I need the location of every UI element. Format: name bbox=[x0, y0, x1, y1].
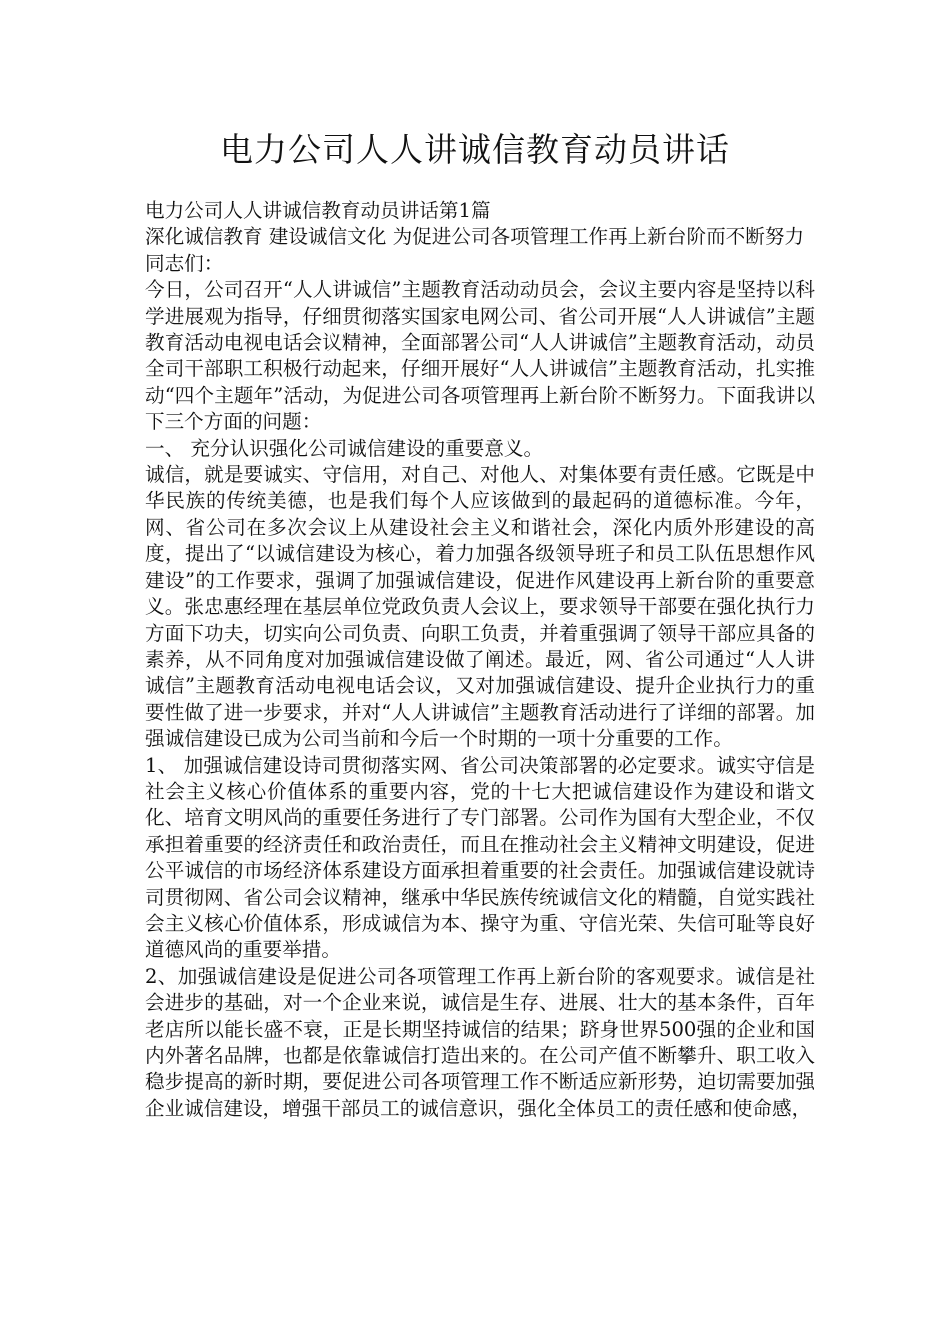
subpoint-1-paragraph: 1、 加强诚信建设诗司贯彻落实网、省公司决策部署的必定要求。诚实守信是社会主义核心价值体系的重要内容，党的十七大把诚信建设作为建设和谐文化、培育文明风尚的重要任务进行了专门部署。公司作为国有大型企业，不仅承担着重要的经济责任和政治责任，而且在推动社会主义精神文明建设，促进公平诚信的市场经济体系建设方面承担着重要的社会责任。加强诚信建设就诗司贯彻网、省公司会议精神，继承中华民族传统诚信文化的精髓，自觉实践社会主义核心价值体系，形成诚信为本、操守为重、守信光荣、失信可耻等良好道德风尚的重要举措。 bbox=[145, 753, 815, 962]
integrity-paragraph: 诚信，就是要诚实、守信用，对自己、对他人、对集体要有责任感。它既是中华民族的传统美德，也是我们每个人应该做到的最起码的道德标准。今年，网、省公司在多次会议上从建设社会主义和谐社会，深化内质外形建设的高度，提出了“以诚信建设为核心，着力加强各级领导班子和员工队伍思想作风建设”的工作要求，强调了加强诚信建设，促进作风建设再上新台阶的重要意义。张忠惠经理在基层单位党政负责人会议上，要求领导干部要在强化执行力方面下功夫，切实向公司负责、向职工负责，并着重强调了领导干部应具备的素养，从不同角度对加强诚信建设做了阐述。最近，网、省公司通过“人人讲诚信”主题教育活动电视电话会议，又对加强诚信建设、提升企业执行力的重要性做了进一步要求，并对“人人讲诚信”主题教育活动进行了详细的部署。加强诚信建设已成为公司当前和今后一个时期的一项十分重要的工作。 bbox=[145, 463, 815, 751]
point-one-heading: 一、 充分认识强化公司诚信建设的重要意义。 bbox=[145, 436, 544, 460]
section-heading: 电力公司人人讲诚信教育动员讲话第1篇 bbox=[145, 199, 491, 222]
speech-subtitle: 深化诚信教育 建设诚信文化 为促进公司各项管理工作再上新台阶而不断努力 bbox=[145, 225, 805, 249]
salutation: 同志们： bbox=[145, 251, 224, 275]
subpoint-2-paragraph: 2、加强诚信建设是促进公司各项管理工作再上新台阶的客观要求。诚信是社会进步的基础，对一个企业来说，诚信是生存、进展、壮大的基本条件，百年老店所以能长盛不衰，正是长期坚持诚信的结果；跻身世界500强的企业和国内外著名品牌，也都是依靠诚信打造出来的。在公司产值不断攀升、职工收入稳步提高的新时期，要促进公司各项管理工作不断适应新形势，迫切需要加强企业诚信建设，增强干部员工的诚信意识，强化全体员工的责任感和使命感， bbox=[145, 964, 815, 1120]
intro-paragraph: 今日，公司召开“人人讲诚信”主题教育活动动员会，会议主要内容是坚持以科学进展观为指导，仔细贯彻落实国家电网公司、省公司开展“人人讲诚信”主题教育活动电视电话会议精神，全面部署公司“人人讲诚信”主题教育活动，动员全司干部职工积极行动起来，仔细开展好“人人讲诚信”主题教育活动，扎实推动“四个主题年”活动，为促进公司各项管理再上新台阶不断努力。下面我讲以下三个方面的问题： bbox=[145, 278, 815, 434]
document-body bbox=[145, 198, 815, 1122]
document-title: 电力公司人人讲诚信教育动员讲话 bbox=[220, 130, 730, 169]
